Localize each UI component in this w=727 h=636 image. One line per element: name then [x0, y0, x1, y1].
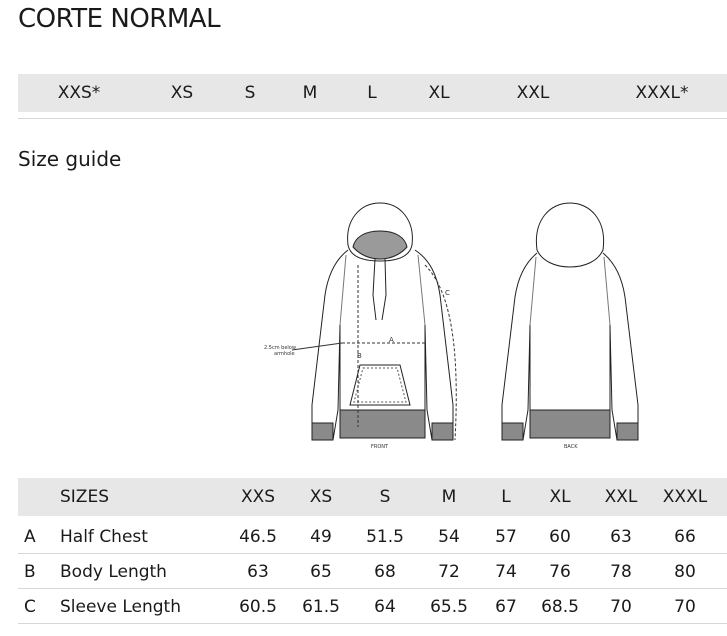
table-cell: 57 [495, 526, 517, 547]
size-column-header: XXS [240, 487, 276, 507]
table-row [18, 589, 727, 624]
row-label: Body Length [60, 561, 167, 582]
measure-a-label: A [389, 336, 394, 344]
table-cell: 46.5 [239, 526, 277, 547]
table-cell: 65 [310, 561, 332, 582]
table-cell: 76 [549, 561, 571, 582]
divider [18, 118, 727, 119]
size-column-header: XXL [604, 487, 638, 507]
front-label: FRONT [371, 444, 389, 450]
table-cell: 61.5 [302, 596, 340, 617]
hoodie-illustration [250, 195, 650, 457]
row-label: Half Chest [60, 526, 148, 547]
size-option[interactable]: S [244, 83, 256, 103]
size-column-header: S [379, 487, 391, 507]
size-column-header: L [501, 487, 511, 507]
measure-b-label: B [357, 352, 362, 360]
table-cell: 54 [438, 526, 460, 547]
size-table-header [18, 478, 727, 516]
size-options-bar [18, 74, 727, 112]
measure-c-label: C [445, 289, 450, 297]
back-label: BACK [564, 444, 578, 450]
table-cell: 64 [374, 596, 396, 617]
table-cell: 68 [374, 561, 396, 582]
size-option[interactable]: XL [428, 83, 450, 103]
size-option[interactable]: XXS* [57, 83, 101, 103]
size-option[interactable]: L [367, 83, 377, 103]
table-cell: 63 [247, 561, 269, 582]
sizes-header-label: SIZES [60, 487, 109, 507]
row-letter: B [24, 561, 36, 582]
section-title: Size guide [18, 147, 122, 171]
table-cell: 63 [610, 526, 632, 547]
row-label: Sleeve Length [60, 596, 181, 617]
size-option[interactable]: XXXL* [635, 83, 689, 103]
size-column-header: XL [549, 487, 571, 507]
table-cell: 60.5 [239, 596, 277, 617]
row-divider [18, 623, 727, 624]
table-row [18, 519, 727, 554]
table-cell: 78 [610, 561, 632, 582]
size-column-header: XS [309, 487, 333, 507]
table-cell: 60 [549, 526, 571, 547]
size-option[interactable]: M [302, 83, 318, 103]
size-option[interactable]: XXL [516, 83, 550, 103]
size-column-header: M [441, 487, 457, 507]
armhole-note: armhole [274, 351, 295, 357]
table-cell: 70 [610, 596, 632, 617]
row-letter: C [24, 596, 36, 617]
hoodie-front-drawing [292, 203, 456, 440]
page-title: CORTE NORMAL [18, 4, 221, 34]
table-cell: 67 [495, 596, 517, 617]
table-cell: 74 [495, 561, 517, 582]
table-cell: 70 [674, 596, 696, 617]
size-option[interactable]: XS [170, 83, 194, 103]
table-cell: 72 [438, 561, 460, 582]
table-row [18, 554, 727, 589]
hoodie-back-drawing [502, 203, 638, 440]
size-column-header: XXXL [662, 487, 708, 507]
table-cell: 49 [310, 526, 332, 547]
table-cell: 66 [674, 526, 696, 547]
row-letter: A [24, 526, 36, 547]
armhole-note: 2.5cm below [264, 345, 296, 351]
table-cell: 65.5 [430, 596, 468, 617]
table-cell: 80 [674, 561, 696, 582]
table-cell: 51.5 [366, 526, 404, 547]
table-cell: 68.5 [541, 596, 579, 617]
